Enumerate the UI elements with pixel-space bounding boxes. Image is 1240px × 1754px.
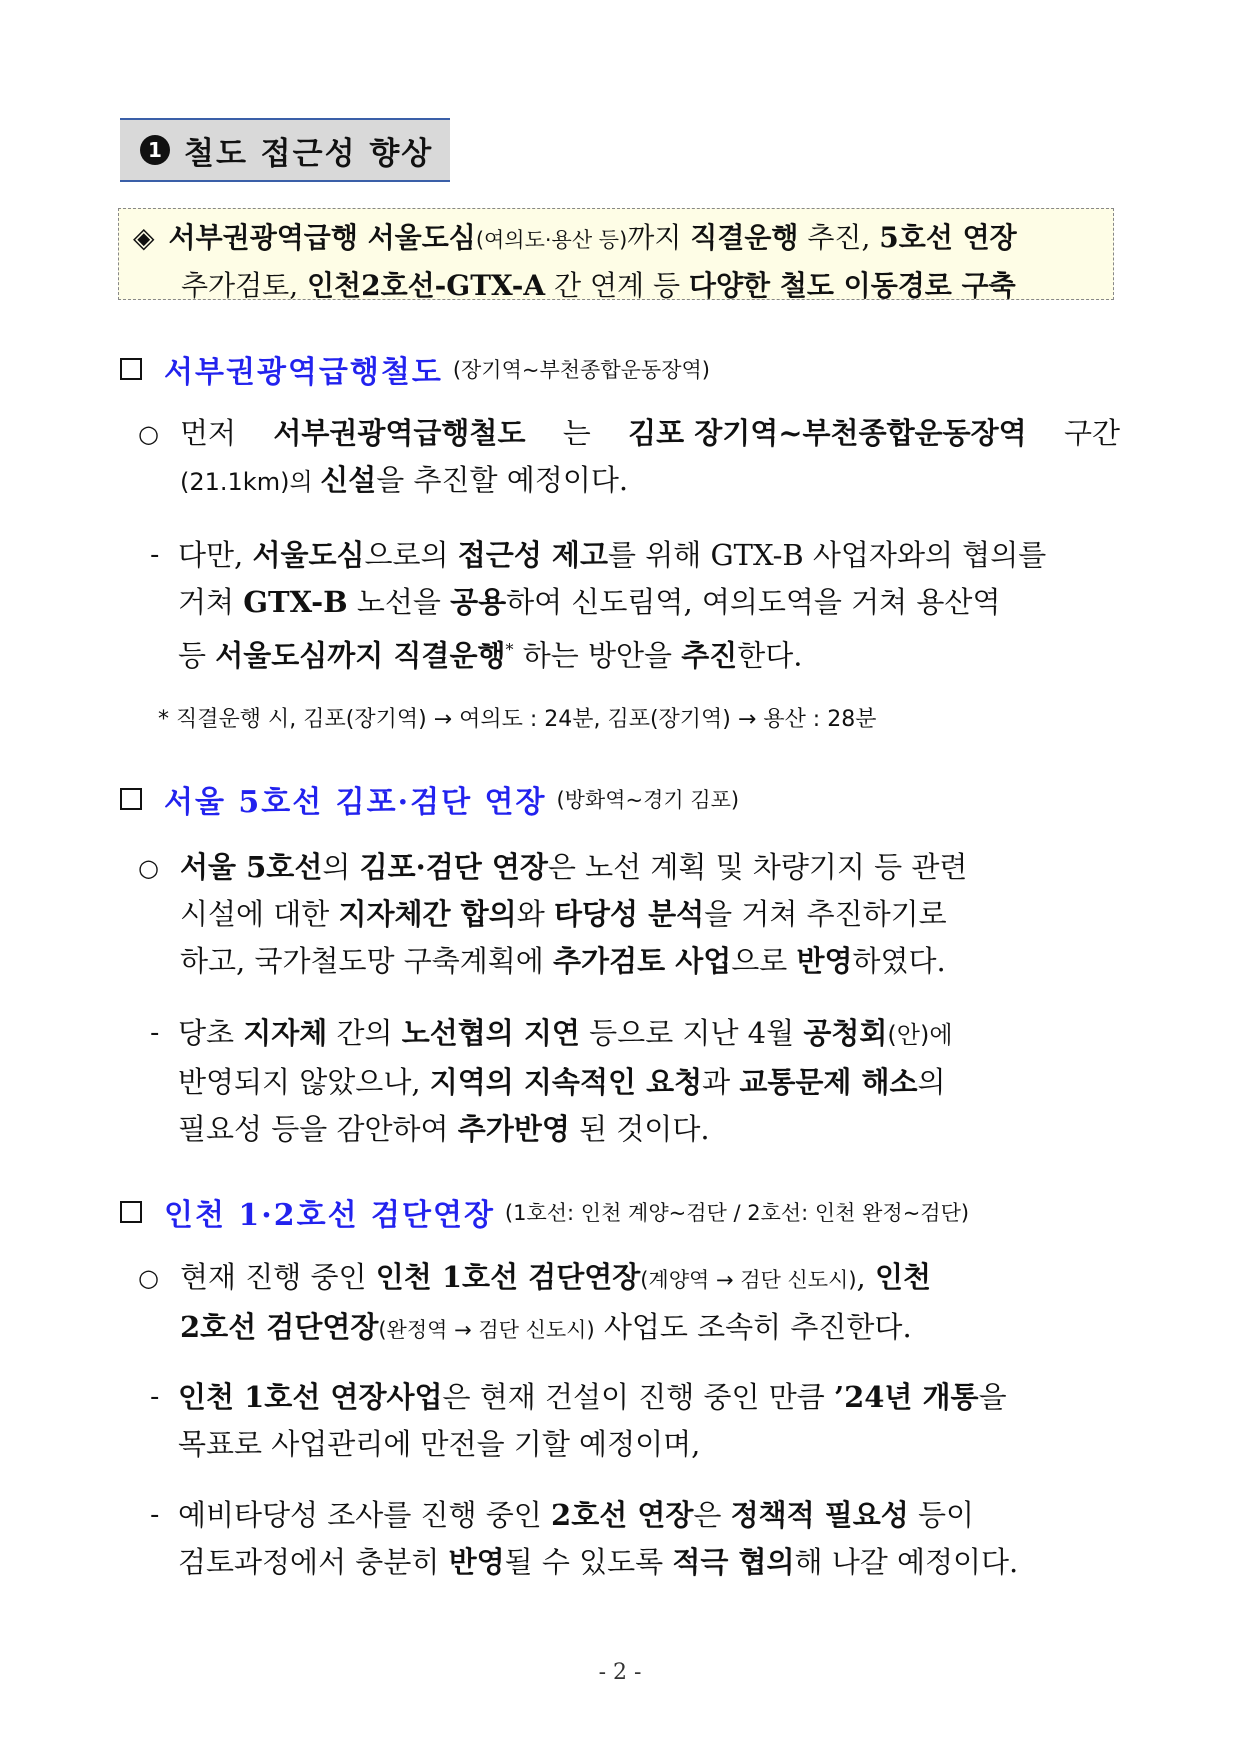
text: ’24년 개통 <box>833 1380 979 1414</box>
text: 반영 <box>448 1545 505 1579</box>
text: 서울 5호선 <box>180 850 323 884</box>
text: 노선협의 지연 <box>401 1016 580 1050</box>
paragraph <box>178 532 1122 680</box>
summary-text: 서부권광역급행 서울도심 <box>168 221 476 254</box>
text: 신설 <box>320 463 377 497</box>
text: 서울도심 <box>252 538 365 572</box>
summary-text: 인천2호선-GTX-A <box>307 269 546 302</box>
text: 반영 <box>796 944 853 978</box>
checkbox-square-icon <box>120 1201 142 1223</box>
title-text: 철도 접근성 향상 <box>184 135 434 172</box>
text: 정책적 필요성 <box>730 1498 909 1532</box>
section-heading-3 <box>120 1190 969 1234</box>
summary-line-1 <box>133 215 1095 263</box>
paragraph <box>180 1254 1120 1354</box>
text: 간의 <box>327 1016 402 1050</box>
text: 다만, <box>178 538 253 572</box>
text: 반영되지 않았으나, <box>178 1065 430 1099</box>
footnote-marker: * <box>505 640 514 659</box>
text: 추진 <box>681 638 738 673</box>
text: 를 위해 GTX-B 사업자와의 협의를 <box>607 538 1047 572</box>
text: 교통문제 해소 <box>739 1065 918 1099</box>
text: 2호선 검단연장 <box>180 1310 379 1344</box>
text: 하여 신도림역, 여의도역을 거쳐 용산역 <box>506 585 1001 619</box>
text: 은 <box>693 1498 731 1532</box>
diamond-icon: ◈ <box>133 221 155 254</box>
paragraph <box>180 457 1120 506</box>
text: 등이 <box>908 1498 975 1532</box>
text: 등 <box>178 638 216 673</box>
section-heading-sub: (방화역~경기 김포) <box>556 788 740 812</box>
section-heading-text: 인천 1·2호선 검단연장 <box>164 1198 495 1233</box>
text: (계양역 → 검단 신도시) <box>640 1268 857 1292</box>
footnote: * 직결운행 시, 김포(장기역) → 여의도 : 24분, 김포(장기역) → 용산 : 28분 <box>158 707 877 732</box>
text: 의 <box>322 850 360 884</box>
circle-bullet-icon: ○ <box>138 1264 159 1292</box>
text: 지자체 <box>243 1016 328 1050</box>
text: 먼저 <box>180 416 237 450</box>
circle-bullet-icon: ○ <box>138 854 159 882</box>
text: 한다. <box>737 638 803 673</box>
text: 2호선 연장 <box>551 1498 694 1532</box>
text: 목표로 사업관리에 만전을 기할 예정이며, <box>178 1427 701 1461</box>
paragraph <box>178 1010 1122 1153</box>
text: 검토과정에서 충분히 <box>178 1545 449 1579</box>
text: 당초 <box>178 1016 244 1050</box>
section-heading-1 <box>120 347 710 391</box>
text: 시설에 대한 <box>180 897 339 931</box>
paragraph <box>180 410 1120 457</box>
summary-line-2 <box>133 263 1095 309</box>
circle-bullet-icon: ○ <box>138 420 159 448</box>
text: 타당성 분석 <box>553 897 705 931</box>
text: (완정역 → 검단 신도시) <box>378 1318 595 1342</box>
text: 으로 <box>731 944 797 978</box>
checkbox-square-icon <box>120 358 142 380</box>
dash-bullet: - <box>150 1382 160 1412</box>
text: 김포·검단 연장 <box>359 850 548 884</box>
section-heading-sub: (장기역~부천종합운동장역) <box>452 358 710 382</box>
text: 을 거쳐 추진하기로 <box>704 897 947 931</box>
text: 필요성 등을 감안하여 <box>178 1112 458 1146</box>
section-heading-text: 서울 5호선 김포·검단 연장 <box>164 785 547 820</box>
text: 예비타당성 조사를 진행 중인 <box>178 1498 552 1532</box>
text: , <box>856 1260 875 1294</box>
dash-bullet: - <box>150 1500 160 1530</box>
text: 인천 1호선 연장사업 <box>178 1380 443 1414</box>
paragraph <box>180 844 1120 985</box>
dash-bullet: - <box>150 1018 160 1048</box>
section-title <box>120 118 450 182</box>
text: 은 현재 건설이 진행 중인 만큼 <box>442 1380 834 1414</box>
text: GTX-B <box>243 585 348 619</box>
text: 는 <box>562 416 591 450</box>
text: 된 것이다. <box>569 1112 710 1146</box>
text: 과 <box>702 1065 740 1099</box>
text: 하였다. <box>852 944 946 978</box>
summary-text: (여의도·용산 등) <box>475 228 628 252</box>
text: 하는 방안을 <box>513 638 682 673</box>
summary-text: 추진, <box>798 221 880 254</box>
text: 은 노선 계획 및 차량기지 등 관련 <box>547 850 968 884</box>
summary-text: 추가검토, <box>181 269 307 302</box>
section-heading-text: 서부권광역급행철도 <box>164 355 443 390</box>
text: 지역의 지속적인 요청 <box>429 1065 703 1099</box>
text: 지자체간 합의 <box>338 897 517 931</box>
summary-text: 까지 <box>627 221 691 254</box>
text: (안)에 <box>887 1021 953 1049</box>
text: 서울도심까지 직결운행 <box>215 638 506 673</box>
text: 와 <box>516 897 554 931</box>
text: 공청회 <box>803 1016 888 1050</box>
summary-text: 간 연계 등 <box>545 269 689 302</box>
text: 인천 1호선 검단연장 <box>375 1260 641 1294</box>
text: 공용 <box>450 585 507 619</box>
text: 으로의 <box>364 538 458 572</box>
checkbox-square-icon <box>120 788 142 810</box>
text: 김포 장기역~부천종합운동장역 <box>628 416 1027 450</box>
page-number: - 2 - <box>598 1660 642 1685</box>
text: 접근성 제고 <box>457 538 608 572</box>
text: 현재 진행 중인 <box>180 1260 376 1294</box>
text: 될 수 있도록 <box>504 1545 673 1579</box>
paragraph <box>178 1374 1122 1468</box>
summary-text: 직결운행 <box>690 221 799 254</box>
section-heading-sub: (1호선: 인천 계양~검단 / 2호선: 인천 완정~검단) <box>504 1201 970 1225</box>
text: 구간 <box>1063 416 1120 450</box>
text: 등으로 지난 4월 <box>579 1016 804 1050</box>
summary-text: 다양한 철도 이동경로 구축 <box>688 269 1016 302</box>
text: 거쳐 <box>178 585 244 619</box>
section-heading-2 <box>120 777 739 821</box>
summary-box <box>118 208 1114 300</box>
text: 을 추진할 예정이다. <box>376 463 629 497</box>
text: 추가검토 사업 <box>553 944 732 978</box>
text: 서부권광역급행철도 <box>273 416 526 450</box>
text: 해 나갈 예정이다. <box>794 1545 1019 1579</box>
text: 사업도 조속히 추진한다. <box>594 1310 912 1344</box>
summary-text: 5호선 연장 <box>879 221 1017 254</box>
text: 하고, 국가철도망 구축계획에 <box>180 944 554 978</box>
paragraph <box>178 1492 1122 1586</box>
title-number-badge: 1 <box>140 135 170 165</box>
dash-bullet: - <box>150 540 160 570</box>
text: 인천 <box>874 1260 931 1294</box>
text: 적극 협의 <box>672 1545 795 1579</box>
text: (21.1km)의 <box>180 468 321 496</box>
text: 추가반영 <box>457 1112 570 1146</box>
text: 을 <box>978 1380 1007 1414</box>
text: 의 <box>917 1065 946 1099</box>
text: 노선을 <box>347 585 451 619</box>
